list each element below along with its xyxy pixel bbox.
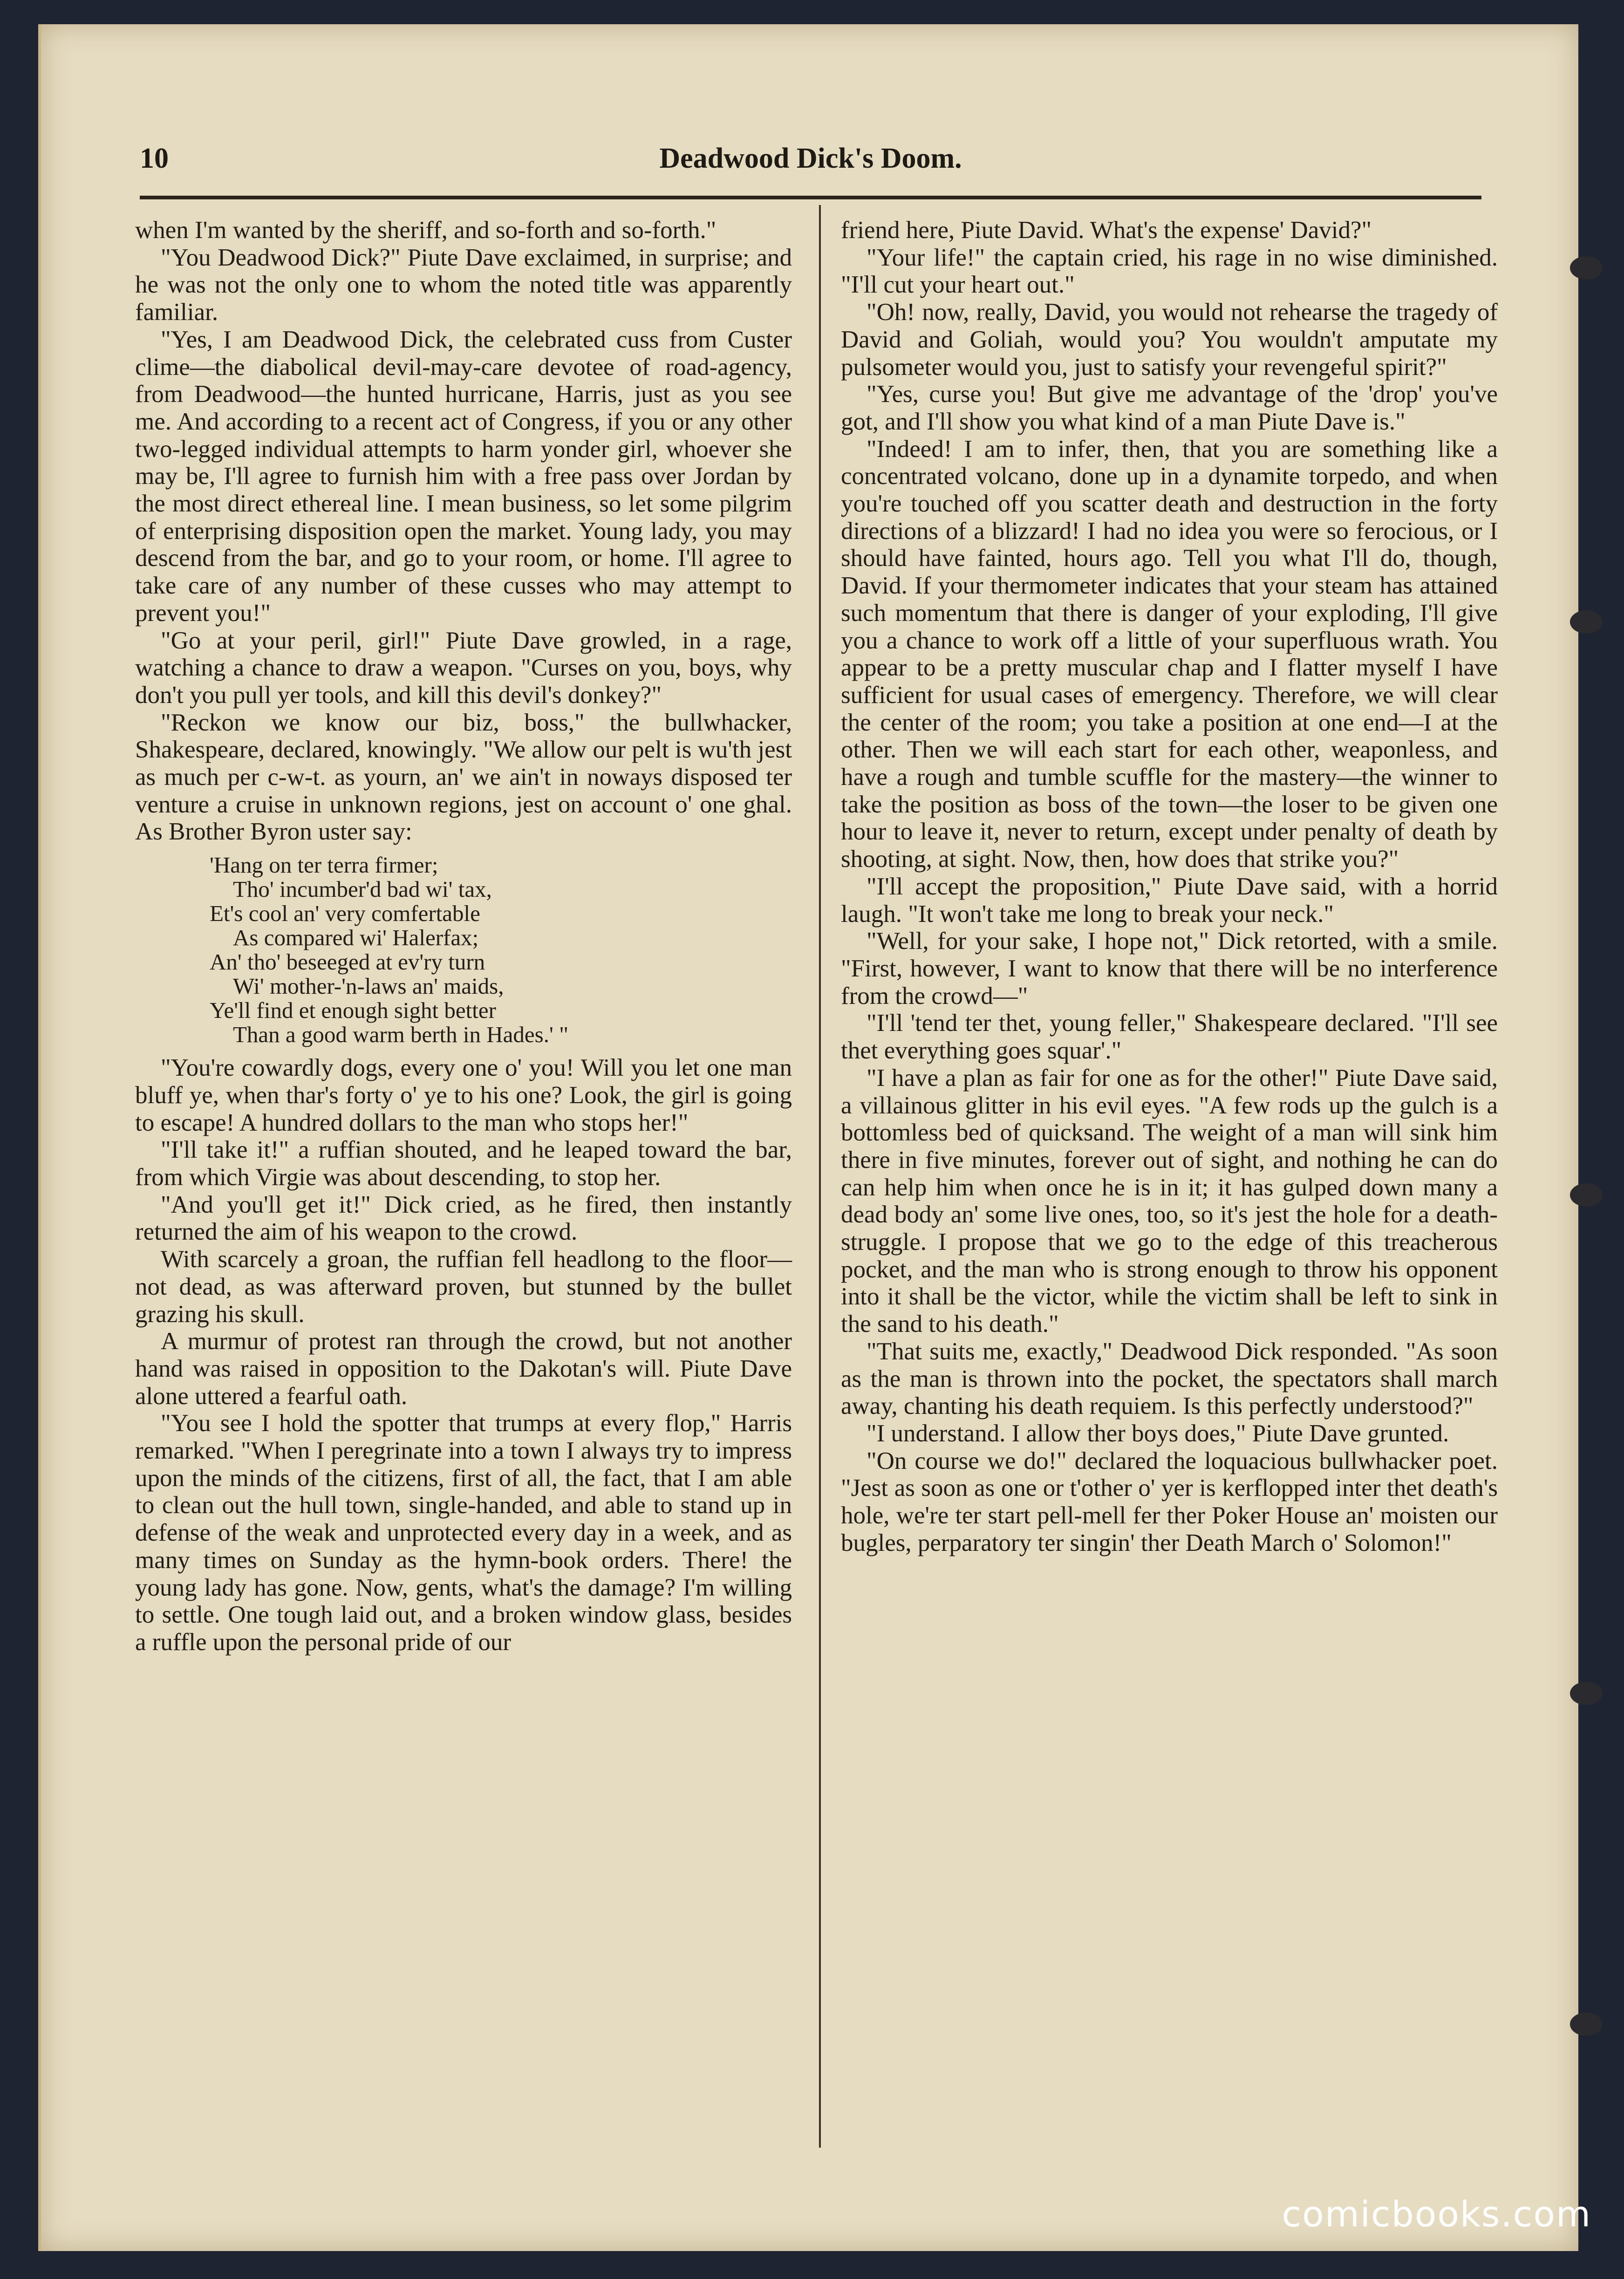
paragraph: "I'll accept the proposition," Piute Dave said, with a horrid laugh. "It won't take me long to break your neck." bbox=[841, 873, 1498, 928]
byron-poem bbox=[135, 853, 792, 1047]
paragraph: "I have a plan as fair for one as for the other!" Piute Dave said, a villainous glitter in his evil eyes. "A few rods up the gulch is a bottomless bed of quicksand. The weight of a man will sink him there in five minutes, forever out of sight, and nothing he can do can help him when once he is in it; it has gulped down many a dead body an' some live ones, too, so it's jest the hole for a death-struggle. I propose that we go to the edge of this treacherous pocket, and the man who is strong enough to throw his opponent into it shall be the victor, while the victim shall be left to sink in the sand to his death." bbox=[841, 1064, 1498, 1338]
header-rule bbox=[140, 196, 1481, 199]
poem-line: Wi' mother-'n-laws an' maids, bbox=[233, 973, 504, 999]
paragraph: "Yes, I am Deadwood Dick, the celebrated cuss from Custer clime—the diabolical devil-may-care devotee of road-agency, from Deadwood—the hunted hurricane, Harris, just as you see me. And according to a recent act of Congress, if you or any other two-legged individual attempts to harm yonder girl, whoever she may be, I'll agree to furnish him with a free pass over Jordan by the most direct ethereal line. I mean business, so let some pilgrim of enterprising disposition open the market. Young lady, you may descend from the bar, and go to your room, or home. I'll agree to take care of any number of these cusses who may attempt to prevent you!" bbox=[135, 326, 792, 627]
page-header bbox=[140, 142, 1481, 193]
paragraph: "I understand. I allow ther boys does," Piute Dave grunted. bbox=[867, 1419, 1449, 1447]
poem-line: An' tho' beseeged at ev'ry turn bbox=[210, 949, 485, 975]
binding-hole bbox=[1570, 1183, 1603, 1207]
binding-hole bbox=[1570, 610, 1603, 634]
paragraph: "Yes, curse you! But give me advantage of the 'drop' you've got, and I'll show you what kind of a man Piute Dave is." bbox=[841, 381, 1498, 435]
running-title: Deadwood Dick's Doom. bbox=[659, 143, 962, 174]
paragraph: "I'll 'tend ter thet, young feller," Shakespeare declared. "I'll see thet everything goes squar'." bbox=[841, 1010, 1498, 1064]
binding-hole bbox=[1570, 2013, 1603, 2036]
paragraph: when I'm wanted by the sheriff, and so-forth and so-forth." bbox=[135, 217, 716, 244]
paragraph: "Your life!" the captain cried, his rage in no wise diminished. "I'll cut your heart out." bbox=[841, 244, 1498, 299]
left-text-before-poem bbox=[135, 217, 792, 846]
poem-line: Ye'll find et enough sight better bbox=[210, 997, 496, 1024]
left-text-after-poem bbox=[135, 1054, 792, 1656]
paragraph: "You see I hold the spotter that trumps at every flop," Harris remarked. "When I peregrinate into a town I always try to impress upon the minds of the citizens, first of all, the fact, that I am able to clean out the hull town, single-handed, and able to stand up in defense of the weak and unprotected every day in a week, and as many times on Sunday as the hymn-book orders. There! the young lady has gone. Now, gents, what's the damage? I'm willing to settle. One tough laid out, and a broken window glass, besides a ruffle upon the personal pride of our bbox=[135, 1410, 792, 1656]
paragraph: "You Deadwood Dick?" Piute Dave exclaimed, in surprise; and he was not the only one to whom the noted title was apparently familiar. bbox=[135, 244, 792, 326]
paragraph: "You're cowardly dogs, every one o' you! Will you let one man bluff ye, when thar's forty o' ye to his one? Look, the girl is going to escape! A hundred dollars to the man who stops her!" bbox=[135, 1054, 792, 1136]
paragraph: "Well, for your sake, I hope not," Dick retorted, with a smile. "First, however, I want to know that there will be no interference from the crowd—" bbox=[841, 928, 1498, 1010]
paragraph: "And you'll get it!" Dick cried, as he fired, then instantly returned the aim of his weapon to the crowd. bbox=[135, 1191, 792, 1246]
poem-line: Et's cool an' very comfertable bbox=[210, 901, 480, 927]
poem-line: As compared wi' Halerfax; bbox=[233, 925, 479, 951]
paragraph: "Indeed! I am to infer, then, that you are something like a concentrated volcano, done up in a dynamite torpedo, and when you're touched off you scatter death and destruction in the forty directions of a blizzard! I had no idea you were so ferocious, or I should have fainted, hours ago. Tell you what I'll do, though, David. If your thermometer indicates that your steam has attained such momentum that there is danger of your exploding, I'll give you a chance to work off a little of your superfluous wrath. You appear to be a pretty muscular chap and I flatter myself I have sufficient for usual cases of emergency. Therefore, we will clear the center of the room; you take a position at one end—I at the other. Then we will each start for each other, weaponless, and have a rough and tumble scuffle for the mastery—the winner to take the position as boss of the town—the loser to be given one hour to leave it, never to return, except under penalty of death by shooting, at sight. Now, then, how does that strike you?" bbox=[841, 435, 1498, 873]
poem-line: Tho' incumber'd bad wi' tax, bbox=[233, 876, 492, 902]
binding-hole bbox=[1570, 256, 1603, 280]
right-text bbox=[841, 217, 1498, 1556]
paragraph: "That suits me, exactly," Deadwood Dick responded. "As soon as the man is thrown into the pocket, the spectators shall march away, chanting his death requiem. Is this perfectly understood?" bbox=[841, 1337, 1498, 1420]
paragraph: "I'll take it!" a ruffian shouted, and he leaped toward the bar, from which Virgie was about descending, to stop her. bbox=[135, 1136, 792, 1191]
paragraph: friend here, Piute David. What's the expense' David?" bbox=[841, 217, 1372, 244]
page-number: 10 bbox=[140, 143, 169, 174]
watermark: comicbooks.com bbox=[1282, 2193, 1591, 2235]
paragraph: "Reckon we know our biz, boss," the bullwhacker, Shakespeare, declared, knowingly. "We allow our pelt is wu'th jest as much per c-w-t. as yourn, an' we ain't in noways disposed ter venture a cruise in unknown regions, jest on account o' one ghal. As Brother Byron uster say: bbox=[135, 709, 792, 846]
paragraph: "On course we do!" declared the loquacious bullwhacker poet. "Jest as soon as one or t'other o' yer is kerflopped inter thet death's hole, we're ter start pell-mell fer ther Poker House an' moisten our bugles, perparatory ter singin' ther Death March o' Solomon!" bbox=[841, 1447, 1498, 1556]
poem-line: Than a good warm berth in Hades.' " bbox=[233, 1022, 569, 1048]
left-column bbox=[135, 217, 792, 1656]
paragraph: "Go at your peril, girl!" Piute Dave growled, in a rage, watching a chance to draw a weapon. "Curses on you, boys, why don't you pull yer tools, and kill this devil's donkey?" bbox=[135, 627, 792, 709]
paragraph: "Oh! now, really, David, you would not rehearse the tragedy of David and Goliah, would you? You wouldn't amputate my pulsometer would you, just to satisfy your revengeful spirit?" bbox=[841, 299, 1498, 381]
column-divider bbox=[819, 205, 821, 2148]
paragraph: A murmur of protest ran through the crowd, but not another hand was raised in opposition to the Dakotan's will. Piute Dave alone uttered a fearful oath. bbox=[135, 1328, 792, 1410]
poem-line: 'Hang on ter terra firmer; bbox=[210, 852, 438, 878]
paragraph: With scarcely a groan, the ruffian fell headlong to the floor—not dead, as was afterward proven, but stunned by the bullet grazing his skull. bbox=[135, 1246, 792, 1328]
right-column bbox=[841, 217, 1498, 1556]
binding-hole bbox=[1570, 1682, 1603, 1705]
